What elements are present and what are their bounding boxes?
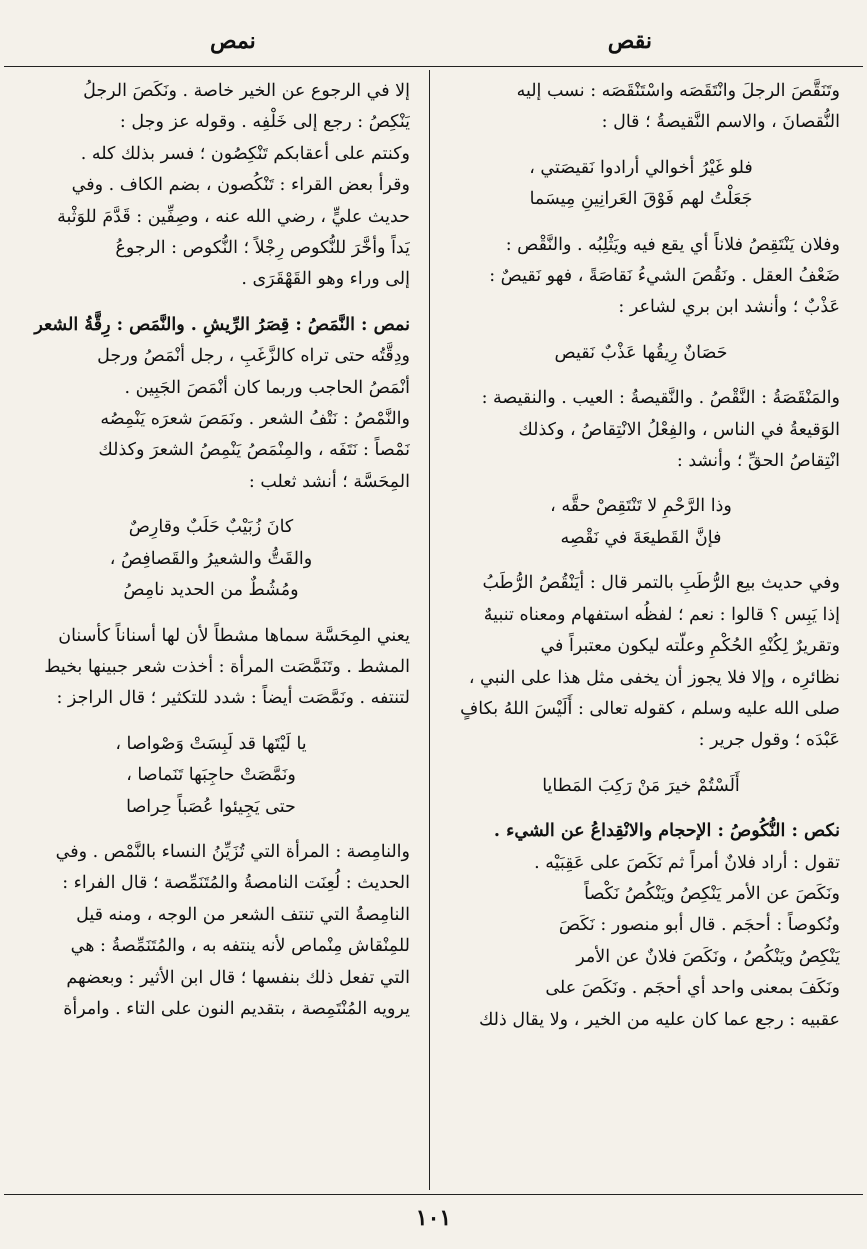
running-head-left: نمص bbox=[210, 28, 256, 54]
text-line: انْتِقاصُ الحقِّ ؛ وأنشد : bbox=[676, 451, 840, 472]
text-line: وفي حديث بيع الرُّطَبِ بالتمر قال : أيَنْقُصُ الرُّطَبُ bbox=[482, 573, 840, 594]
verse-line: جَعَلْتُ لهم فَوْقَ العَرانِينِ مِيسَما bbox=[529, 189, 753, 210]
text-line: والنامِصة : المرأة التي تُزَيِّنُ النساء بالنَّمْص . وفي bbox=[55, 841, 410, 862]
verse-line: وذا الرَّحْمِ لا تَنْتَقِصْ حقَّه ، bbox=[550, 496, 732, 517]
text-line: وقرأ بعض القراء : تَنْكُصون ، بضم الكاف . وفي bbox=[71, 175, 410, 196]
text-line: ونَكَصَ عن الأمر يَنْكِصُ ويَنْكُصُ نَكْصاً bbox=[584, 883, 840, 904]
text-line: النامِصةُ التي تنتف الشعر من الوجه ، ومنه قيل bbox=[76, 904, 410, 925]
text-line: يَداً وأخَّرَ للنُّكوص رِجْلاً ؛ النُّكوص : الرجوعُ bbox=[115, 238, 410, 259]
text-line: تقول : أراد فلانٌ أمراً ثم نَكَصَ على عَقِبَيْه . bbox=[534, 852, 840, 873]
right-column bbox=[442, 76, 840, 1186]
text-line: والنَّمْصُ : نَتْفُ الشعر . ونَمَصَ شعرَه يَنْمِصُه bbox=[100, 409, 410, 430]
text-line: ضَعْفُ العقل . ونَقُصَ الشيءُ نَقاصَةً ، فهو نَقيصٌ : bbox=[489, 266, 840, 287]
verse-line: فلو غَيْرُ أخوالي أرادوا نَقيصَتي ، bbox=[529, 157, 753, 178]
text-line: النُّقصانَ ، والاسم النَّقيصةُ ؛ قال : bbox=[601, 112, 840, 133]
verse-line: حتى يَجِيئوا عُصَباً حِراصا bbox=[126, 796, 296, 817]
text-line: يَنْكِصُ : رجع إلى خَلْفِه . وقوله عز وجل : bbox=[119, 112, 410, 133]
verse-line: أَلَسْتُمْ خيرَ مَنْ رَكِبَ المَطايا bbox=[542, 775, 740, 796]
text-line: الحديث : لُعِنَت النامصةُ والمُتَنَمِّصة ؛ قال الفراء : bbox=[62, 873, 410, 894]
text-line: أنْمَصُ الحاجب وربما كان أنْمَصَ الجَبِين . bbox=[124, 377, 410, 398]
text-line: حديث عليٍّ ، رضي الله عنه ، وصِفِّين : قَدَّمَ للوَثْبة bbox=[57, 206, 410, 227]
text-line: عقبيه : رجع عما كان عليه من الخير ، ولا يقال ذلك bbox=[478, 1009, 840, 1030]
text-line: إلى وراء وهو القَهْقَرَى . bbox=[241, 269, 410, 290]
entry-headword-line: نكص : النُّكُوصُ : الإحجام والانْقِداعُ عن الشيء . bbox=[493, 821, 840, 842]
text-line: وكنتم على أعقابكم تَنْكِصُون ؛ فسر بذلك كله . bbox=[80, 143, 410, 164]
text-line: نظائرِه ، وإلا فلا يجوز أن يخفى مثل هذا على النبي ، bbox=[468, 667, 840, 688]
text-line: يَنْكِصُ ويَنْكُصُ ، ونَكَصَ فلانٌ عن الأمر bbox=[576, 946, 840, 967]
text-line: وتَنَقَّصَ الرجلَ وانْتَقَصَه واسْتَنْقَصَه : نسب إليه bbox=[516, 81, 840, 101]
left-column bbox=[12, 76, 410, 1186]
text-line: التي تفعل ذلك بنفسها ؛ قال ابن الأثير : وبعضهم bbox=[66, 967, 410, 988]
entry-headword-line: نمص : النَّمَصُ : قِصَرُ الرِّيشِ . والنَّمَص : رِقَّةُ الشعر bbox=[34, 314, 410, 335]
text-line: إذا يَبِس ؟ قالوا : نعم ؛ لفظُه استفهام ومعناه تنبيهٌ bbox=[483, 604, 840, 625]
page-number: ١٠١ bbox=[415, 1205, 452, 1231]
text-line: يرويه المُنْتَمِصة ، بتقديم النون على التاء . وامرأة bbox=[63, 998, 410, 1019]
text-line: لتنتفه . ونَمَّصَت أيضاً : شدد للتكثير ؛ قال الراجز : bbox=[56, 688, 410, 709]
text-line: الوَقيعةُ في الناس ، والفِعْلُ الانْتِقاصُ ، وكذلك bbox=[518, 419, 840, 440]
text-line: المشط . وتَنَمَّصَت المرأة : أخذت شعر جبينها بخيط bbox=[44, 656, 410, 677]
text-line: نَمْصاً : نَتَفَه ، والمِنْمَصُ يَنْمِصُ الشعرَ وكذلك bbox=[98, 440, 410, 461]
verse-line: كانَ زُبَيْبٌ حَلَبٌ وقارِصٌ bbox=[128, 517, 294, 538]
text-line: ونَكَفَ بمعنى واحد أي أحجَم . ونَكَصَ على bbox=[545, 978, 840, 999]
text-line: وتقريرٌ لِكُنْهِ الحُكْمِ وعلّته ليكون معتبراً في bbox=[540, 636, 840, 657]
text-line: وفلان يَنْتَقِصُ فلاناً أي يقع فيه ويَثْلِبُه . والنَّقْص : bbox=[505, 234, 840, 255]
text-line: صلى الله عليه وسلم ، كقوله تعالى : أَلَيْسَ اللهُ بكافٍ bbox=[460, 698, 840, 719]
verse-line: يا لَيْتَها قد لَبِسَتْ وَصْواصا ، bbox=[115, 733, 307, 754]
column-divider bbox=[429, 70, 430, 1190]
text-line: إلا في الرجوع عن الخير خاصة . ونَكَصَ الرجلُ bbox=[83, 81, 410, 101]
text-line: والمَنْقَصَةُ : النَّقْصُ . والنَّقيصةُ : العيب . والنقيصة : bbox=[481, 388, 840, 409]
top-rule bbox=[4, 66, 863, 67]
text-line: ونُكوصاً : أحجَم . قال أبو منصور : نَكَصَ bbox=[558, 915, 840, 936]
text-line: عَبْدَه ؛ وقول جرير : bbox=[698, 730, 840, 751]
text-line: ودِقَّتُه حتى تراه كالزَّغَبِ ، رجل أنْمَصُ ورجل bbox=[97, 346, 410, 367]
text-line: عَذْبٌ ؛ وأنشد ابن بري لشاعر : bbox=[618, 297, 840, 318]
text-line: المِحَسَّة ؛ أنشد ثعلب : bbox=[248, 471, 410, 492]
verse-line: والقَتُّ والشعيرُ والقَصافِصُ ، bbox=[109, 548, 313, 569]
text-line: يعني المِحَسَّة سماها مشطاً لأن لها أسناناً كأسنان bbox=[58, 625, 410, 646]
text-line: للمِنْقاش مِنْماص لأنه ينتفه به ، والمُتَنَمِّصةُ : هي bbox=[70, 936, 410, 957]
verse-line: فإنَّ القَطيعَةَ في نَقْصِه bbox=[560, 527, 722, 548]
verse-line: ومُشُطٌ من الحديد نامِصُ bbox=[123, 580, 299, 601]
verse-line: حَصَانٌ رِيقُها عَذْبٌ نَقيص bbox=[554, 342, 728, 363]
verse-line: ونَمَّصَتْ حاجِبَها تَنَماصا ، bbox=[126, 765, 296, 786]
bottom-rule bbox=[4, 1194, 863, 1195]
running-head-right: نقص bbox=[607, 28, 652, 54]
